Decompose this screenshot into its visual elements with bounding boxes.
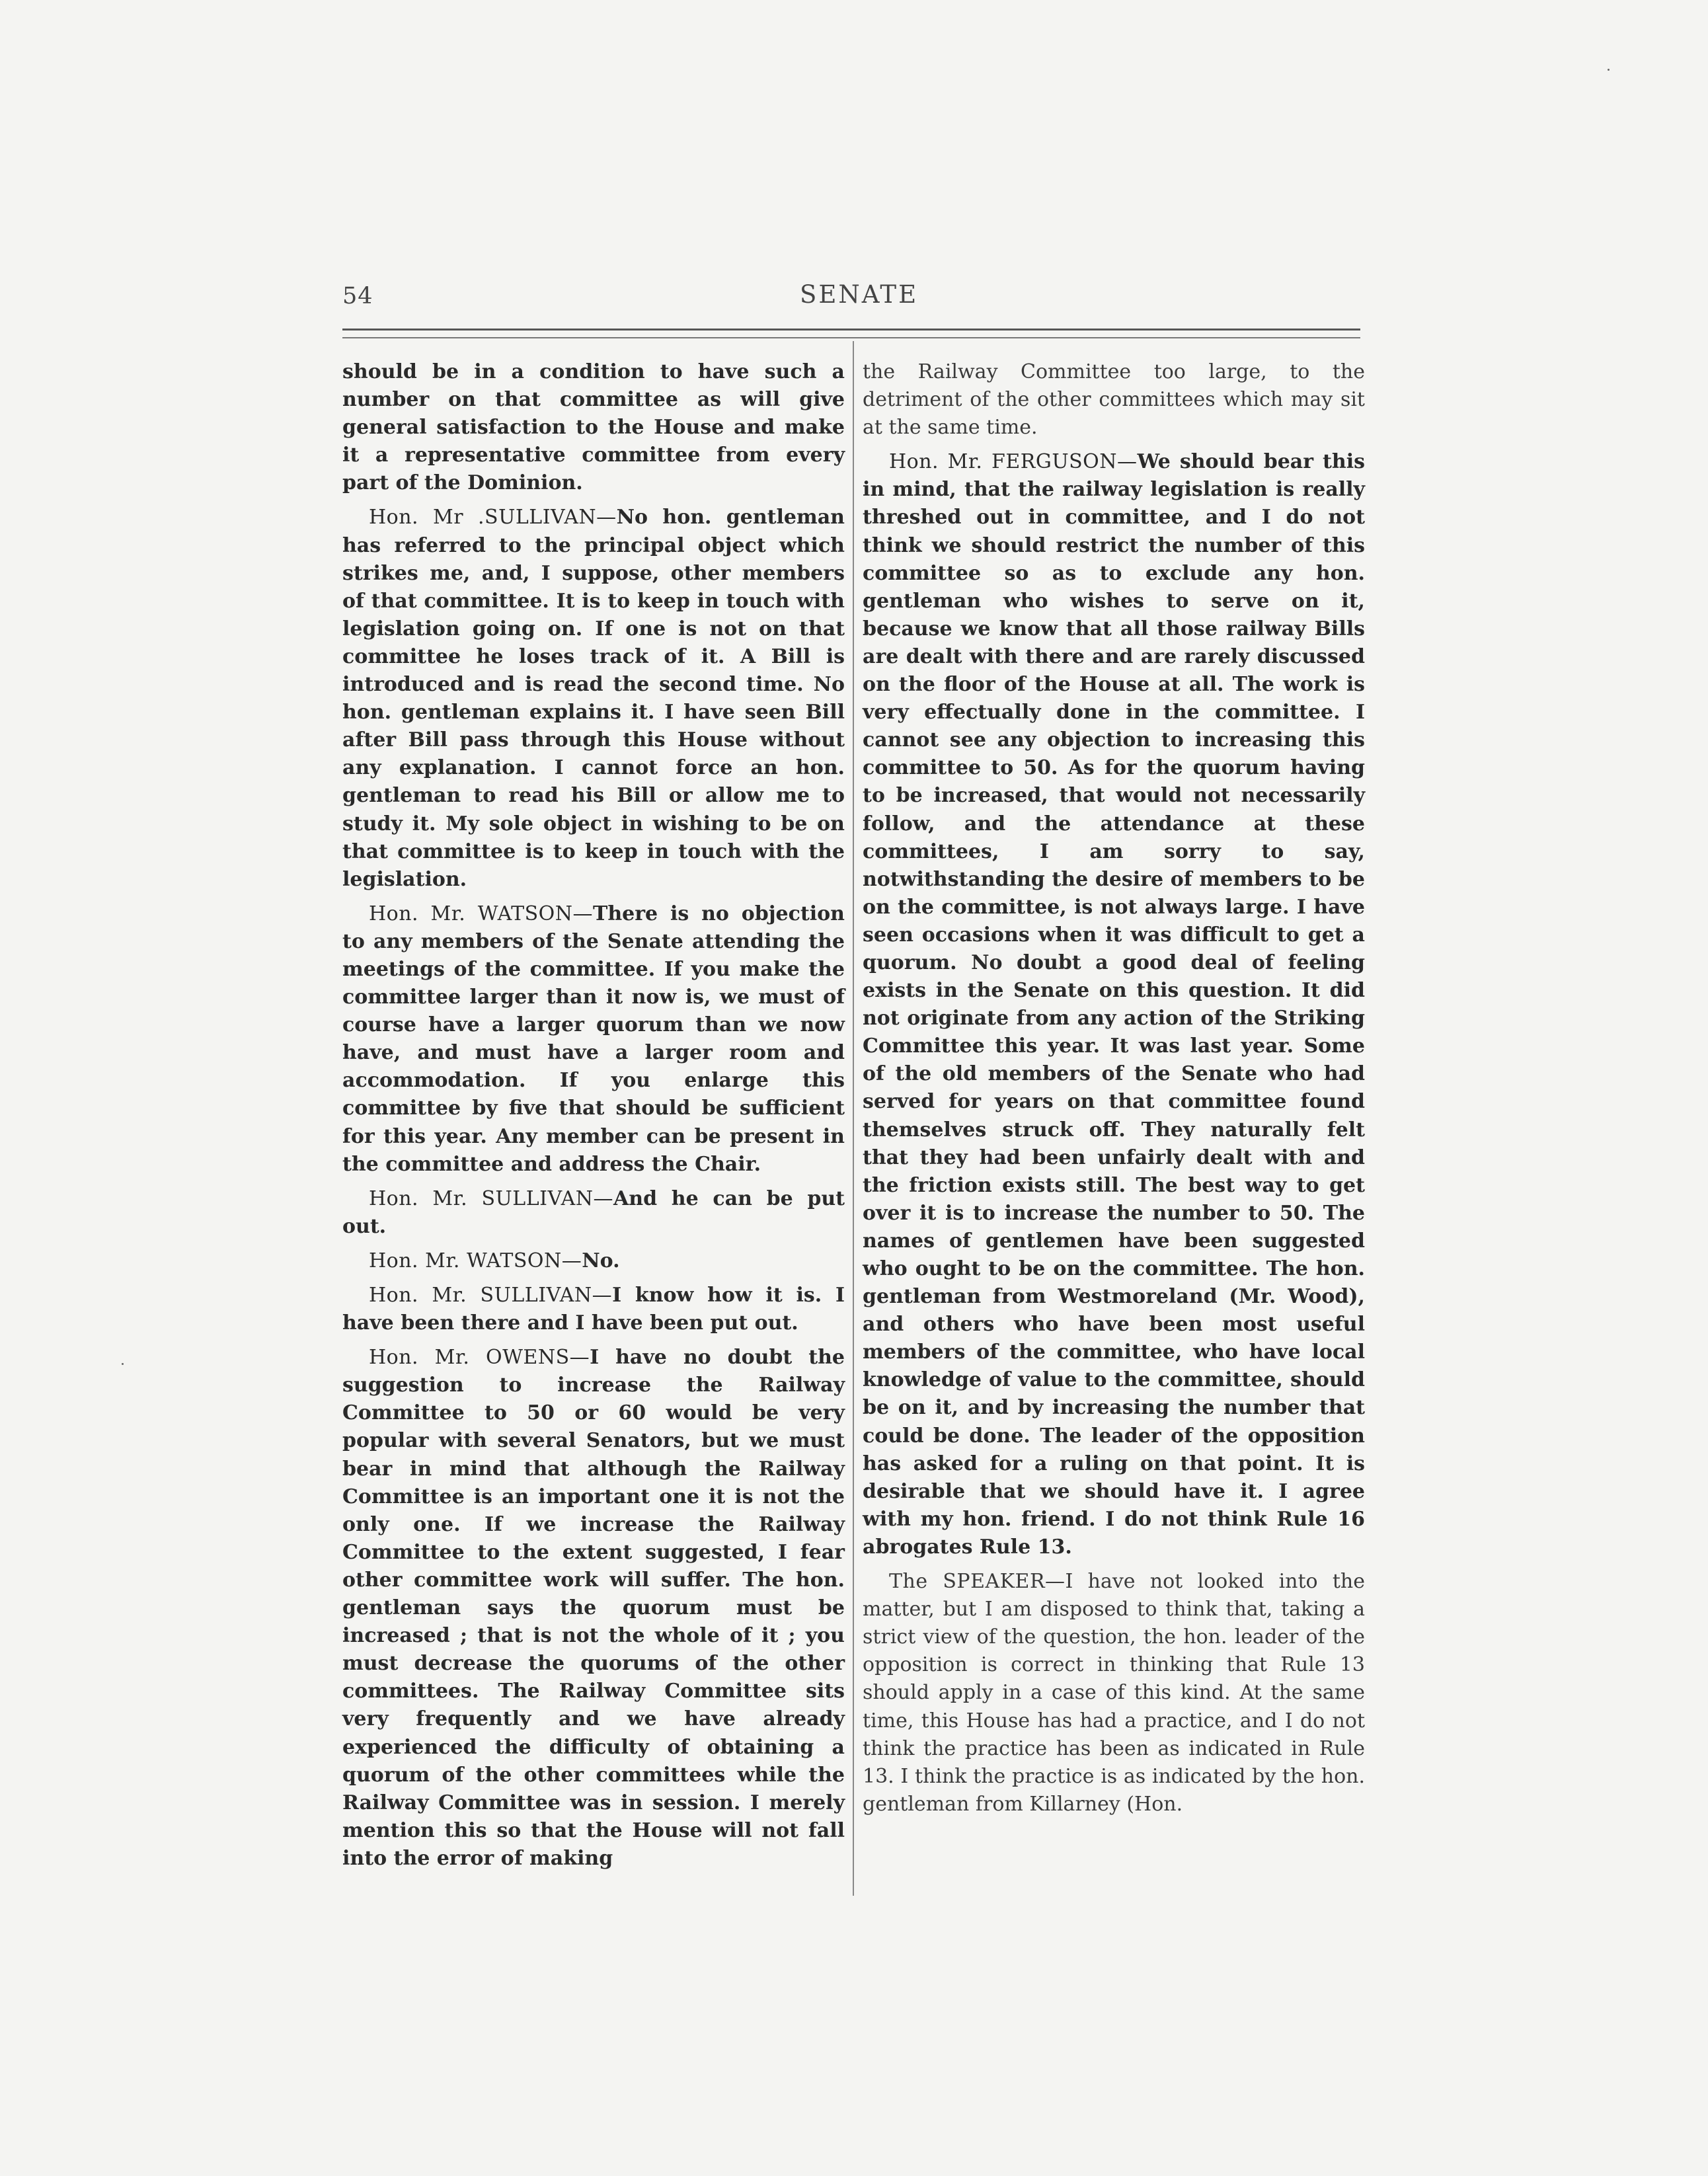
paragraph-text: I have no doubt the suggestion to increase the Railway Committee to 50 or 60 would be very popular with several Senators, but we must bear in mind that although the Railway Committee is an important one it is not the only one. If we increase the Railway Committee to the extent suggested, I fear other committee work will suffer. The hon. gentleman says the quorum must be increased ; that is not the whole of it ; you must decrease the quorums of the other committees. The Railway Committee sits very frequently and we have already experienced the difficulty of obtaining a quorum of the other committees while the Railway Committee was in session. I merely mention this so that the House will not fall into the error of making	[342, 1346, 845, 1870]
left-column	[342, 358, 845, 1879]
paragraph	[342, 1247, 845, 1275]
paragraph	[342, 1282, 845, 1337]
paragraph-text: There is no objection to any members of the Senate attending the meetings of the committee. If you make the committee larger than it now is, we must of course have a larger quorum than we now have, and must have a larger room and accommodation. If you enlarge this committee by five that should be sufficient for this year. Any member can be present in the committee and address the Chair.	[342, 902, 845, 1176]
paragraph-text: I have not looked into the matter, but I am disposed to think that, taking a strict view of the question, the hon. leader of the opposition is correct in thinking that Rule 13 should apply in a case of this kind. At the same time, this House has had a practice, and I do not think the practice has been as indicated in Rule 13. I think the practice is as indicated by the hon. gentleman from Killarney (Hon.	[863, 1570, 1365, 1816]
speaker-name: The SPEAKER—	[889, 1570, 1066, 1594]
speaker-name: Hon. Mr. FERGUSON—	[889, 450, 1138, 474]
paragraph-text: I know how it is. I have been there and I have been put out.	[342, 1284, 845, 1335]
paragraph-text: No hon. gentleman has referred to the principal object which strikes me, and, I suppose, other members of that committee. It is to keep in touch with legislation going on. If one is not on that committee he loses track of it. A Bill is introduced and is read the second time. No hon. gentleman explains it. I have seen Bill after Bill pass through this House without any explanation. I cannot force an hon. gentleman to read his Bill or allow me to study it. My sole object in wishing to be on that committee is to keep in touch with the legislation.	[342, 506, 845, 891]
paragraph	[342, 504, 845, 893]
paragraph	[342, 900, 845, 1179]
page-number: 54	[342, 283, 373, 309]
paragraph	[863, 1568, 1365, 1818]
paragraph	[342, 358, 845, 497]
right-column	[863, 358, 1365, 1825]
paragraph-text: We should bear this in mind, that the railway legislation is really threshed out in committee, and I do not think we should restrict the number of this committee so as to exclude any hon. gentleman who wishes to serve on it, because we know that all those railway Bills are dealt with there and are rarely discussed on the floor of the House at all. The work is very effectually done in the committee. I cannot see any objection to increasing this committee to 50. As for the quorum having to be increased, that would not necessarily follow, and the attendance at these committees, I am sorry to say, notwithstanding the desire of members to be on the committee, is not always large. I have seen occasions when it was difficult to get a quorum. No doubt a good deal of feeling exists in the Senate on this question. It did not originate from any action of the Striking Committee this year. It was last year. Some of the old members of the Senate who had served for years on that committee found themselves struck off. They naturally felt that they had been unfairly dealt with and the friction exists still. The best way to get over it is to increase the number to 50. The names of gentlemen have been suggested who ought to be on the committee. The hon. gentleman from Westmoreland (Mr. Wood), and others who have been most useful members of the committee, who have local knowledge of value to the committee, should be on it, and by increasing the number that could be done. The leader of the opposition has asked for a ruling on that point. It is desirable that we should have it. I agree with my hon. friend. I do not think Rule 16 abrogates Rule 13.	[863, 450, 1365, 1559]
speaker-name: Hon. Mr. OWENS—	[369, 1346, 590, 1370]
paragraph	[342, 1185, 845, 1241]
speaker-name: Hon. Mr .SULLIVAN—	[369, 506, 617, 529]
speaker-name: Hon. Mr. SULLIVAN—	[369, 1186, 614, 1210]
paragraph-text: And he can be put out.	[342, 1186, 845, 1238]
paragraph	[863, 358, 1365, 442]
paragraph-text: should be in a condition to have such a number on that committee as will give general satisfaction to the House and make it a representative committee from every part of the Dominion.	[342, 360, 845, 495]
paragraph	[342, 1344, 845, 1873]
paragraph-text: No.	[582, 1249, 620, 1272]
speaker-name: Hon. Mr. WATSON—	[369, 1249, 582, 1272]
header-rule-secondary	[342, 337, 1360, 338]
scan-speck	[122, 1363, 124, 1365]
header-rule	[342, 329, 1360, 330]
paragraph	[863, 448, 1365, 1561]
speaker-name: Hon. Mr. WATSON—	[369, 902, 593, 925]
scan-speck	[1608, 69, 1610, 71]
speaker-name: Hon. Mr. SULLIVAN—	[369, 1284, 613, 1307]
column-divider	[853, 341, 854, 1896]
running-head: SENATE	[800, 280, 919, 309]
paragraph-text: the Railway Committee too large, to the detriment of the other committees which may sit at the same time.	[863, 360, 1365, 440]
